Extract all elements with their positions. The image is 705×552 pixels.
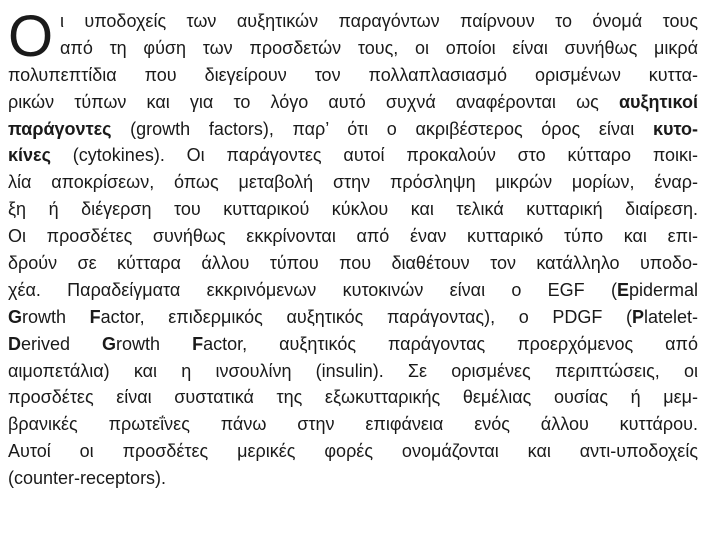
bold-term-growth-factors: αυξητικοί	[618, 91, 698, 112]
text-line-11: χέα. Παραδείγματα εκκρινόμενων κυτοκινών είναι ο EGF (Epidermal	[8, 279, 698, 300]
text-line-13: Derived Growth Factor, αυξητικός παράγοντας προερχόμενος από	[8, 333, 698, 354]
text-line-1: ι υποδοχείς των αυξητικών παραγόντων παίρνουν το όνομά τους	[60, 11, 698, 31]
bold-term-cytokines-cont: κίνες	[8, 145, 51, 166]
text-block	[8, 4, 698, 492]
text-line-5: παράγοντες (growth factors), παρ’ ότι ο ακριβέστερος όρος είναι κυτο-	[8, 118, 698, 139]
text-line-12: Growth Factor, επιδερμικός αυξητικός παράγοντας), ο PDGF (Platelet-	[8, 306, 698, 327]
text-line-18: (counter-receptors).	[8, 468, 167, 489]
bold-term-cytokines: κυτο-	[652, 118, 698, 139]
text-line-10: δρούν σε κύτταρα άλλου τύπου που διαθέτουν τον κατάλληλο υποδο-	[8, 253, 698, 274]
text-line-2: από τη φύση των προσδετών τους, οι οποίοι είναι συνήθως μικρά	[60, 37, 698, 58]
text-line-9: Οι προσδέτες συνήθως εκκρίνονται από έναν κυτταρικό τύπο και επι-	[8, 226, 698, 247]
text-line-6: κίνες (cytokines). Οι παράγοντες αυτοί προκαλούν στο κύτταρο ποικι-	[8, 145, 698, 166]
text-line-8: ξη ή διέγερση του κυτταρικού κύκλου και τελικά κυτταρική διαίρεση.	[8, 199, 698, 220]
text-line-15: προσδέτες είναι συστατικά της εξωκυτταρικής θεμέλιας ουσίας ή μεμ-	[8, 387, 698, 408]
drop-cap: Ο	[8, 4, 54, 69]
text-line-3: πολυπεπτίδια που διεγείρουν τον πολλαπλασιασμό ορισμένων κυττα-	[8, 64, 698, 85]
bold-term-growth-factors-cont: παράγοντες	[8, 118, 112, 139]
text-line-7: λία αποκρίσεων, όπως μεταβολή στην πρόσληψη μικρών μορίων, έναρ-	[8, 172, 698, 193]
text-line-17: Αυτοί οι προσδέτες μερικές φορές ονομάζονται και αντι-υποδοχείς	[8, 441, 698, 462]
text-line-14: αιμοπετάλια) και η ινσουλίνη (insulin). Σε ορισμένες περιπτώσεις, οι	[8, 360, 698, 381]
text-line-16: βρανικές πρωτεΐνες πάνω στην επιφάνεια ενός άλλου κυττάρου.	[8, 414, 698, 435]
text-line-4: ρικών τύπων και για το λόγο αυτό συχνά αναφέρονται ως αυξητικοί	[8, 91, 698, 112]
